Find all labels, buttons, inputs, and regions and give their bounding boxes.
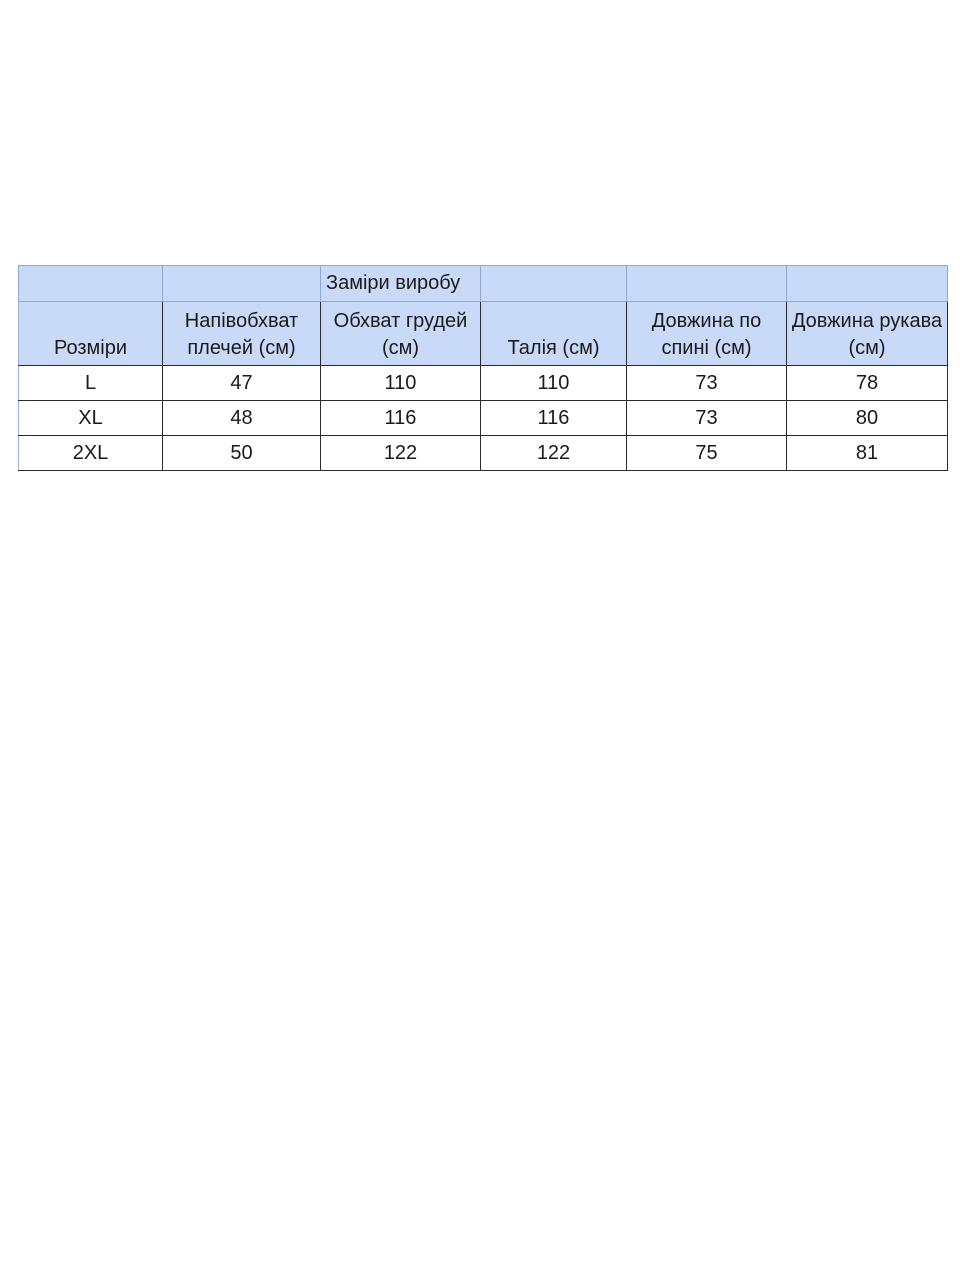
- sleeve-length-cell: 80: [787, 401, 948, 436]
- title-blank-cell: [19, 266, 163, 302]
- back-length-cell: 73: [627, 366, 787, 401]
- title-blank-cell: [163, 266, 321, 302]
- size-cell: L: [19, 366, 163, 401]
- title-blank-cell: [787, 266, 948, 302]
- table-title-row: [19, 266, 948, 302]
- size-cell: XL: [19, 401, 163, 436]
- table-row: [19, 401, 948, 436]
- sleeve-length-cell: 78: [787, 366, 948, 401]
- shoulders-cell: 47: [163, 366, 321, 401]
- waist-cell: 110: [481, 366, 627, 401]
- table-title: [321, 266, 481, 302]
- column-header-row: [19, 302, 948, 366]
- back-length-cell: 75: [627, 436, 787, 471]
- title-blank-cell: [481, 266, 627, 302]
- sleeve-length-cell: 81: [787, 436, 948, 471]
- shoulders-cell: 50: [163, 436, 321, 471]
- table-row: [19, 436, 948, 471]
- column-header-back-length: Довжина по спині (см): [627, 302, 787, 366]
- table-title-text: Заміри виробу: [326, 272, 461, 294]
- table-row: [19, 366, 948, 401]
- waist-cell: 122: [481, 436, 627, 471]
- waist-cell: 116: [481, 401, 627, 436]
- chest-cell: 110: [321, 366, 481, 401]
- column-header-chest: Обхват грудей (см): [321, 302, 481, 366]
- column-header-size: Розміри: [19, 302, 163, 366]
- chest-cell: 122: [321, 436, 481, 471]
- chest-cell: 116: [321, 401, 481, 436]
- back-length-cell: 73: [627, 401, 787, 436]
- column-header-waist: Талія (см): [481, 302, 627, 366]
- shoulders-cell: 48: [163, 401, 321, 436]
- title-blank-cell: [627, 266, 787, 302]
- size-chart-table: [18, 265, 948, 471]
- size-cell: 2XL: [19, 436, 163, 471]
- column-header-sleeve-length: Довжина рукава (см): [787, 302, 948, 366]
- column-header-shoulders: Напівобхват плечей (см): [163, 302, 321, 366]
